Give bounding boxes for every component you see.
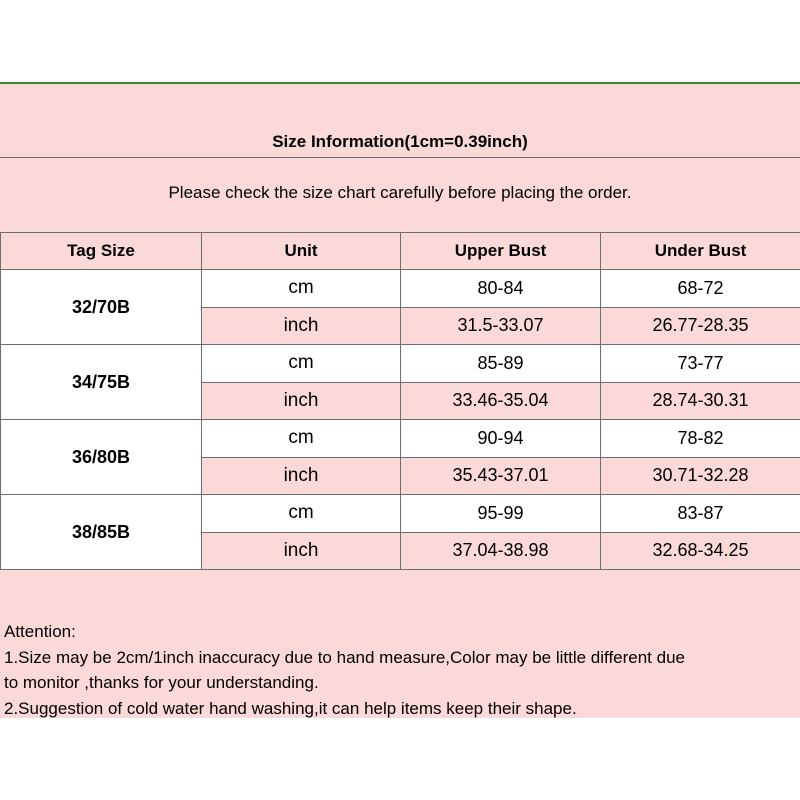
- under-bust-cell: 68-72: [601, 270, 800, 308]
- unit-cell: inch: [202, 457, 401, 495]
- table-row: [1, 420, 800, 458]
- under-bust-cell: 28.74-30.31: [601, 382, 800, 420]
- upper-bust-cell: 31.5-33.07: [401, 307, 601, 345]
- under-bust-cell: 78-82: [601, 420, 800, 458]
- upper-bust-cell: 35.43-37.01: [401, 457, 601, 495]
- table-row: [1, 495, 800, 533]
- unit-cell: inch: [202, 382, 401, 420]
- unit-cell: cm: [202, 270, 401, 308]
- unit-cell: inch: [202, 307, 401, 345]
- divider-line: [0, 157, 800, 158]
- size-table: [0, 232, 800, 570]
- under-bust-cell: 83-87: [601, 495, 800, 533]
- upper-bust-cell: 33.46-35.04: [401, 382, 601, 420]
- upper-bust-cell: 80-84: [401, 270, 601, 308]
- under-bust-cell: 73-77: [601, 345, 800, 383]
- attention-note-2: 2.Suggestion of cold water hand washing,it can help items keep their shape.: [4, 698, 577, 718]
- tag-size-cell: 32/70B: [1, 270, 202, 345]
- column-header-tag-size: Tag Size: [1, 233, 202, 270]
- attention-heading: Attention:: [4, 622, 76, 641]
- table-header-row: [1, 233, 800, 270]
- tag-size-cell: 36/80B: [1, 420, 202, 495]
- table-row: [1, 270, 800, 308]
- column-header-under-bust: Under Bust: [601, 233, 800, 270]
- tag-size-cell: 34/75B: [1, 345, 202, 420]
- unit-cell: cm: [202, 495, 401, 533]
- under-bust-cell: 32.68-34.25: [601, 532, 800, 570]
- column-header-unit: Unit: [202, 233, 401, 270]
- under-bust-cell: 26.77-28.35: [601, 307, 800, 345]
- page-title: Size Information(1cm=0.39inch): [272, 132, 528, 151]
- unit-cell: cm: [202, 345, 401, 383]
- tag-size-cell: 38/85B: [1, 495, 202, 570]
- upper-bust-cell: 90-94: [401, 420, 601, 458]
- under-bust-cell: 30.71-32.28: [601, 457, 800, 495]
- attention-notes: [4, 619, 796, 721]
- upper-bust-cell: 95-99: [401, 495, 601, 533]
- upper-bust-cell: 37.04-38.98: [401, 532, 601, 570]
- upper-bust-cell: 85-89: [401, 345, 601, 383]
- column-header-upper-bust: Upper Bust: [401, 233, 601, 270]
- page-subtitle: Please check the size chart carefully before placing the order.: [168, 183, 632, 202]
- attention-note-1: 1.Size may be 2cm/1inch inaccuracy due to hand measure,Color may be little different due: [4, 647, 685, 667]
- attention-note-1-continued: to monitor ,thanks for your understanding.: [4, 673, 319, 692]
- table-row: [1, 345, 800, 383]
- unit-cell: cm: [202, 420, 401, 458]
- unit-cell: inch: [202, 532, 401, 570]
